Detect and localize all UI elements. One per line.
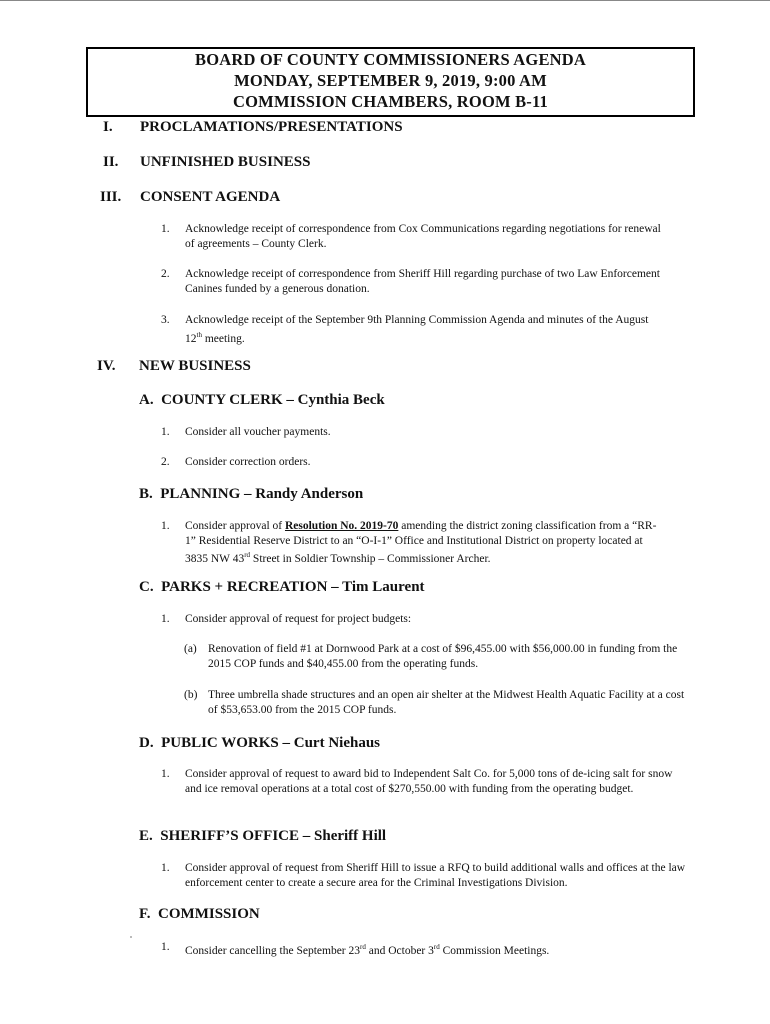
resolution-link: Resolution No. 2019-70 <box>284 520 399 532</box>
header-date: MONDAY, SEPTEMBER 9, 2019, 9:00 AM <box>234 71 547 90</box>
subsection-parks-recreation: C. PARKS + RECREATION – Tim Laurent <box>139 579 425 595</box>
header-title: BOARD OF COUNTY COMMISSIONERS AGENDA <box>194 50 586 69</box>
subsection-public-works: D. PUBLIC WORKS – Curt Niehaus <box>139 735 381 751</box>
agenda-header <box>86 47 695 117</box>
top-border-line <box>0 0 770 1</box>
subsection-commission: F. COMMISSION <box>139 906 260 922</box>
subsection-sheriffs-office: E. SHERIFF’S OFFICE – Sheriff Hill <box>139 828 387 844</box>
header-location: COMMISSION CHAMBERS, ROOM B-11 <box>233 92 548 111</box>
subsection-planning: B. PLANNING – Randy Anderson <box>139 486 364 502</box>
subsection-county-clerk: A. COUNTY CLERK – Cynthia Beck <box>139 392 385 408</box>
scan-speck <box>130 936 132 938</box>
